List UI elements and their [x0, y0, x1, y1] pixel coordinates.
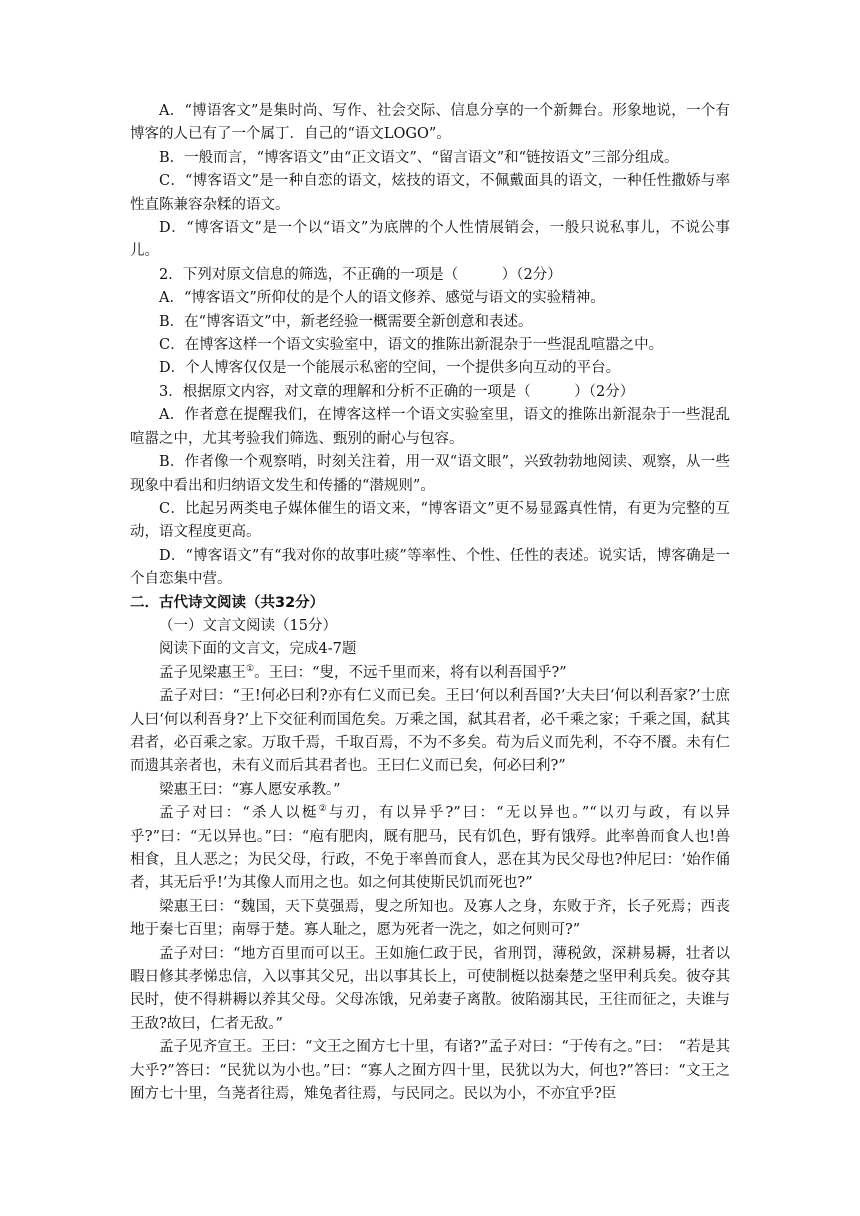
- passage-paragraph: 梁惠王曰：“魏国，天下莫强焉，叟之所知也。及寡人之身，东败于齐，长子死焉；西丧地于秦七百里；南辱于楚。寡人耻之，愿为死者一洗之，如之何则可?”: [130, 898, 730, 939]
- instruction: 阅读下面的文言文，完成4-7题: [159, 641, 357, 658]
- option-b-q1: B．一般而言，“博客语文”由“正文语文”、“留言语文”和“链按语文”三部分组成。: [159, 149, 679, 166]
- option-d-q2: D．个人博客仅仅是一个能展示私密的空间，一个提供多向互动的平台。: [159, 360, 621, 377]
- footnote-marker: ②: [318, 804, 329, 815]
- option-a-q3: A．作者意在提醒我们，在博客这样一个语文实验室里，语文的推陈出新混杂于一些混乱喧嚣之中，尤其考验我们筛选、甄别的耐心与包容。: [130, 407, 730, 447]
- passage-text: 孟子对曰：“杀人以梃: [159, 805, 319, 822]
- passage-text: 与刃，有以异乎?”曰：“无以异也。”“以刃与政，有以异乎?”曰：“无以异也。”曰：“庖有肥肉，厩有肥马，民有饥色，野有饿殍。此率兽而食人也!兽相食，且人恶之；为民父母，行政，不免于率兽而食人，恶在其为民父母也?仲尼曰：‘始作俑者，其无后乎!’为其像人而用之也。如之何其使斯民饥而死也?”: [130, 805, 730, 892]
- subsection-heading: （一）文言文阅读（15分）: [159, 617, 337, 634]
- passage-text: 孟子见梁惠王: [159, 664, 246, 681]
- option-c-q2: C．在博客这样一个语文实验室中，语文的推陈出新混杂于一些混乱喧嚣之中。: [159, 337, 664, 354]
- passage-paragraph: 孟子对曰：“王!何必曰利?亦有仁义而已矣。王曰‘何以利吾国?’大夫曰‘何以利吾家?’士庶人曰‘何以利吾身?’上下交征利而国危矣。万乘之国，弑其君者，必千乘之家；千乘之国，弑其君者，必百乘之家。万取千焉，千取百焉，不为不多矣。苟为后义而先利，不夺不餍。未有仁而遗其亲者也，未有义而后其君者也。王曰仁义而已矣，何必曰利?”: [130, 688, 730, 775]
- passage-paragraph: [130, 802, 730, 896]
- option-b-q3: B．作者像一个观察哨，时刻关注着，用一双“语文眼”，兴致勃勃地阅读、观察，从一些现象中看出和归纳语文发生和传播的“潜规则”。: [130, 454, 730, 494]
- option-c-q1: C．“博客语文”是一种自恋的语文，炫技的语文，不佩戴面具的语文，一种任性撒娇与率性直陈兼容杂糅的语文。: [130, 173, 730, 213]
- section-heading: 二．古代诗文阅读（共32分）: [130, 594, 325, 611]
- passage-text: 。王曰：“叟，不远千里而来，将有以利吾国乎?”: [254, 664, 567, 681]
- option-a-q1: A．“博语客文”是集时尚、写作、社会交际、信息分享的一个新舞台。形象地说，一个有博客的人已有了一个属丁．自己的“语文LOGO”。: [130, 103, 730, 143]
- question-3: 3．根据原文内容，对文章的理解和分析不正确的一项是（ ）（2分）: [159, 383, 635, 400]
- option-b-q2: B．在“博客语文”中，新老经验一概需要全新创意和表述。: [159, 313, 533, 330]
- option-d-q3: D．“博客语文”有“我对你的故事吐痰”等率性、个性、任性的表述。说实话，博客确是一个自恋集中营。: [130, 547, 730, 588]
- passage-paragraph: 孟子见齐宣王。王曰：“文王之囿方七十里，有诸?”孟子对曰：“于传有之。”曰： “若是其大乎?”答曰：“民犹以为小也。”曰：“寡人之囿方四十里，民犹以为大，何也?”答曰：“文王之囿方七十里，刍荛者往焉，雉兔者往焉，与民同之。民以为小，不亦宜乎?臣: [130, 1039, 730, 1103]
- option-c-q3: C．比起另两类电子媒体催生的语文来，“博客语文”更不易显露真性情，有更为完整的互动，语文程度更高。: [130, 500, 730, 541]
- option-a-q2: A．“博客语文”所仰仗的是个人的语文修养、感觉与语文的实验精神。: [159, 290, 605, 307]
- passage-paragraph: 孟子对曰：“地方百里而可以王。王如施仁政于民，省刑罚，薄税敛，深耕易耨，壮者以暇日修其孝悌忠信，入以事其父兄，出以事其长上，可使制梃以挞秦楚之坚甲利兵矣。彼夺其民时，使不得耕耨以养其父母。父母冻饿，兄弟妻子离散。彼陷溺其民，王往而征之，夫谁与王敌?故曰，仁者无敌。”: [130, 945, 730, 1032]
- passage-paragraph: 梁惠王曰：“寡人愿安承教。”: [159, 781, 341, 798]
- question-2: 2．下列对原文信息的筛选，不正确的一项是（ ）（2分）: [159, 266, 562, 283]
- passage-paragraph: [130, 662, 730, 685]
- option-d-q1: D．“博客语文”是一个以“语文”为底牌的个人性情展销会，一般只说私事儿，不说公事儿。: [130, 220, 730, 260]
- document-page: [130, 100, 730, 1106]
- footnote-marker: ①: [246, 663, 255, 674]
